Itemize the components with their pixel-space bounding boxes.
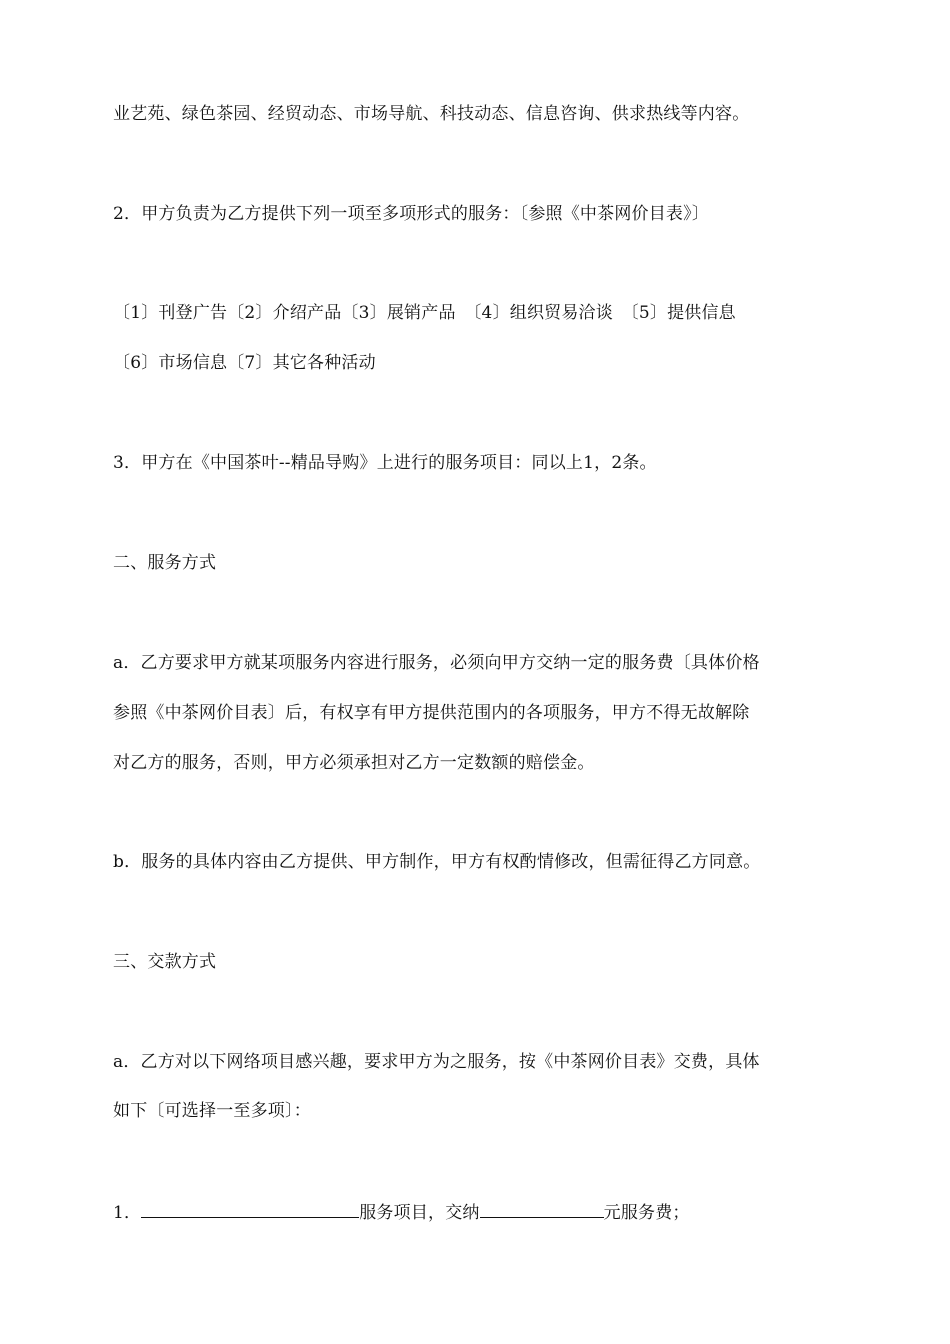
paragraph-line-9: 对乙方的服务，否则，甲方必须承担对乙方一定数额的赔偿金。: [113, 753, 595, 773]
paragraph-line-3: 〔1〕刊登广告〔2〕介绍产品〔3〕展销产品 〔4〕组织贸易洽谈 〔5〕提供信息: [113, 303, 736, 323]
fill-in-line: [113, 1199, 690, 1225]
paragraph-line-8: 参照《中茶网价目表〕后，有权享有甲方提供范围内的各项服务，甲方不得无故解除: [113, 703, 750, 723]
fill-line-suffix: 元服务费；: [603, 1203, 690, 1223]
fill-line-middle: 服务项目，交纳: [359, 1203, 480, 1223]
fill-line-prefix: 1．: [113, 1203, 142, 1223]
paragraph-line-12: a．乙方对以下网络项目感兴趣，要求甲方为之服务，按《中茶网价目表》交费，具体: [113, 1052, 760, 1072]
paragraph-line-4: 〔6〕市场信息〔7〕其它各种活动: [113, 353, 376, 373]
paragraph-line-13: 如下〔可选择一至多项〕：: [113, 1101, 311, 1121]
fee-amount-blank[interactable]: [480, 1199, 604, 1218]
paragraph-line-1: 业艺苑、绿色茶园、经贸动态、市场导航、科技动态、信息咨询、供求热线等内容。: [113, 104, 750, 124]
section-heading-3: 三、交款方式: [113, 952, 217, 972]
paragraph-line-2: 2．甲方负责为乙方提供下列一项至多项形式的服务：〔参照《中茶网价目表》〕: [113, 204, 710, 224]
section-heading-2: 二、服务方式: [113, 553, 217, 573]
paragraph-line-5: 3．甲方在《中国茶叶--精品导购》上进行的服务项目：同以上1，2条。: [113, 453, 657, 473]
service-item-blank[interactable]: [141, 1199, 359, 1218]
paragraph-line-7: a．乙方要求甲方就某项服务内容进行服务，必须向甲方交纳一定的服务费〔具体价格: [113, 653, 760, 673]
paragraph-line-10: b．服务的具体内容由乙方提供、甲方制作，甲方有权酌情修改，但需征得乙方同意。: [113, 852, 761, 872]
